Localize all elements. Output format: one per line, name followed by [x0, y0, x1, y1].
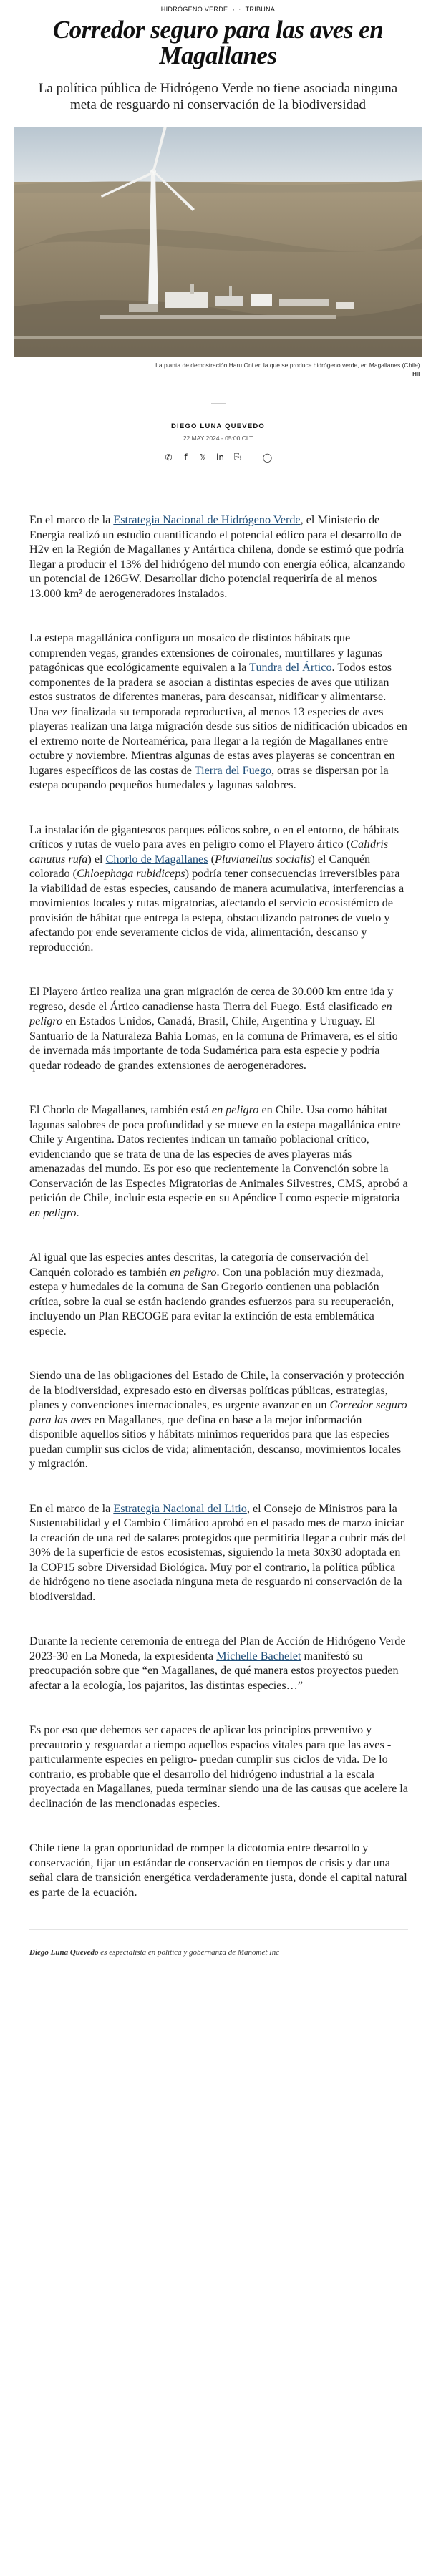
paragraph-text: El Playero ártico realiza una gran migración de cerca de 30.000 km entre ida y regreso, desde el Ártico canadiense hasta Tierra del Fuego. Está clasificado: [29, 985, 394, 1013]
paragraph-text: , el Ministerio de Energía realizó un estudio cuantificando el potencial eólico para el desarrollo de H2v en la Región de Magallanes y Antártica chilena, donde se estimó que podría llegar a producir el 13% del hidrógeno del mundo con energía eólica, alcanzando un potencial de 126GW. Desarrollar dicho potencial requeriría de al menos 13.000 km² de aerogeneradores instalados.: [29, 513, 406, 600]
italic-text: en peligro: [29, 1206, 77, 1219]
paragraph-text: en Chile. Usa como hábitat lagunas salobres de poca profundidad y se mueve en la estepa magallánica entre Chile y Argentina. Datos recientes indican un tamaño poblacional crítico, evidenciando que se trata de una de las especies de aves playeras más amenazadas del mundo. Es por eso que recientemente la Convención sobre la Conservación de las Especies Migratorias de Animales Silvestres, CMS, aprobó a petición de Chile, incluir esta especie en su Apéndice I como especie migratoria: [29, 1103, 408, 1204]
paragraph-text: Siendo una de las obligaciones del Estado de Chile, la conservación y protección de la biodiversidad, expresado esto en diversas políticas públicas, estrategias, planes y convenciones internacionales, es urgente avanzar en un: [29, 1369, 404, 1411]
kicker-separator: ·: [238, 6, 241, 13]
italic-text: Pluvianellus socialis: [214, 852, 311, 866]
share-bar: [0, 452, 436, 463]
paragraph-text: en Magallanes, que defina en base a la mejor información disponible aquellos sitios y hábitats mínimos requeridos para que las especies puedan cumplir sus ciclos de vida; alimentación, descanso, movimientos locales y migración.: [29, 1413, 402, 1470]
paragraph-text: manifestó su preocupación sobre que “en Magallanes, de qué manera estos proyectos pueden afectar a la ecología, los pajaritos, las distintas especies…”: [29, 1649, 399, 1692]
photo-credit: HIF: [412, 371, 422, 377]
article-paragraph: [29, 1103, 408, 1220]
italic-text: Calidris canutus rufa: [29, 838, 389, 866]
author-bio: [29, 1947, 408, 1957]
paragraph-text: Durante la reciente ceremonia de entrega del Plan de Acción de Hidrógeno Verde 2023-30 en La Moneda, la expresidenta: [29, 1635, 406, 1662]
byline-divider: [211, 403, 226, 404]
paragraph-text: en Estados Unidos, Canadá, Brasil, Chile, Argentina y Uruguay. El Santuario de la Naturaleza Bahía Lomas, en la comuna de Primavera, es el sitio de invernada más importante de toda Sudamérica para esta especie y podría quedar rodeado de grandes extensiones de aerogeneradores.: [29, 1015, 398, 1072]
paragraph-text: ) podría tener consecuencias irreversibles para la viabilidad de estas especies, causando de manera acumulativa, interferencias a movimientos locales y rutas migratorias, afectando el servicio ecosistémico de provisión de hábitat que entrega la estepa, obstaculizando patrones de vuelo y afectando por ende severamente ciclos de vida, alimentación, descanso y reproducción.: [29, 867, 404, 954]
article-paragraph: [29, 1723, 408, 1811]
paragraph-text: Al igual que las especies antes descritas, la categoría de conservación del Canquén colorado es también: [29, 1251, 369, 1279]
article-paragraph: [29, 823, 408, 955]
photo-caption: [14, 361, 422, 379]
paragraph-text: ) el Canquén colorado (: [29, 852, 371, 880]
whatsapp-icon[interactable]: ✆: [165, 452, 173, 463]
facebook-icon[interactable]: f: [184, 452, 188, 463]
bio-divider: [29, 1929, 408, 1930]
paragraph-text: , otras se dispersan por la estepa ocupando pequeños humedales y lagunas salobres.: [29, 763, 389, 791]
inline-link[interactable]: Michelle Bachelet: [216, 1649, 301, 1662]
chevron-right-icon: ›: [232, 6, 235, 13]
article-paragraph: [29, 631, 408, 793]
subtitle: La política pública de Hidrógeno Verde no tiene asociada ninguna meta de resguardo ni conservación de la biodiversidad: [38, 81, 398, 112]
kicker-section[interactable]: HIDRÓGENO VERDE: [160, 6, 228, 13]
article-paragraph: [29, 984, 408, 1072]
inline-link[interactable]: Estrategia Nacional de Hidrógeno Verde: [113, 513, 301, 526]
italic-text: en peligro: [29, 999, 392, 1027]
paragraph-text: , el Consejo de Ministros para la Sustentabilidad y el Cambio Climático aprobó en el pasado mes de marzo iniciar la creación de una red de salares protegidos que permitiría llegar a cubrir más del 30% de la superficie de estos ecosistemas, siguiendo la meta 30x30 adoptada en la COP15 sobre Diversidad Biológica. Muy por el contrario, la política pública de hidrógeno no tiene asociada ninguna meta de resguardo ni conservación de la biodiversidad.: [29, 1501, 406, 1603]
paragraph-text: En el marco de la: [29, 1501, 114, 1515]
kicker-label: TRIBUNA: [245, 6, 276, 13]
paragraph-text: ) el: [87, 852, 106, 866]
caption-text: La planta de demostración Haru Oni en la que se produce hidrógeno verde, en Magallanes (Chile).: [155, 362, 422, 369]
article-paragraph: [29, 1634, 408, 1693]
linkedin-icon[interactable]: in: [216, 452, 224, 463]
paragraph-text: .: [76, 1206, 79, 1219]
article-paragraph: [29, 1250, 408, 1338]
wind-turbine-illustration: [14, 127, 422, 357]
paragraph-text: El Chorlo de Magallanes, también está: [29, 1103, 212, 1116]
article-paragraph: [29, 1368, 408, 1471]
paragraph-text: . Con una población muy diezmada, estepa y humedales de la comuna de San Gregorio contienen una población crítica, sobre la cual se están haciendo grandes esfuerzos para su recuperación, incluyendo un Plan RECOGE para evitar la extinción de esta emblemática especie.: [29, 1265, 394, 1337]
italic-text: Corredor seguro para las aves: [29, 1398, 407, 1426]
paragraph-text: . Todos estos componentes de la pradera se asocian a distintas especies de aves que utilizan estos sustratos de diferentes maneras, para descansar, nidificar y alimentarse. Una vez finalizada su temporada reproductiva, al menos 13 especies de aves playeras realizan una larga migración desde sus sitios de nidificación ubicados en el extremo norte de Norteamérica, para llegar a la región de Magallanes entre octubre y noviembre. Mientras algunas de estas aves playeras se concentran en lugares específicos de las costas de: [29, 661, 407, 777]
paragraph-text: Es por eso que debemos ser capaces de aplicar los principios preventivo y precautorio y resguardar a tiempo aquellos espacios vitales para que las aves -particularmente especies en peligro- puedan cumplir sus ciclos de vida. De lo contrario, es probable que el desarrollo del hidrógeno industrial a la escala proyectada en Magallanes, pueda terminar siendo una de las causas que acelere la declinación de las mencionadas especies.: [29, 1723, 408, 1810]
inline-link[interactable]: Tundra del Ártico: [249, 661, 332, 674]
paragraph-text: En el marco de la: [29, 513, 114, 526]
article-paragraph: [29, 513, 408, 601]
bio-name: Diego Luna Quevedo: [29, 1948, 99, 1957]
copy-link-icon[interactable]: ⎘: [233, 452, 241, 462]
x-icon[interactable]: 𝕏: [199, 452, 207, 463]
bio-text: es especialista en política y gobernanza de Manomet Inc: [98, 1948, 280, 1957]
author-name[interactable]: DIEGO LUNA QUEVEDO: [170, 422, 266, 430]
paragraph-text: Chile tiene la gran oportunidad de romper la dicotomía entre desarrollo y conservación, fijar un estándar de conservación en tiempos de crisis y dar una señal clara de transición energética verdaderamente justa, donde el capital natural es parte de la ecuación.: [29, 1841, 407, 1899]
article-paragraph: [29, 1501, 408, 1604]
inline-link[interactable]: Estrategia Nacional del Litio: [113, 1501, 247, 1515]
inline-link[interactable]: Chorlo de Magallanes: [105, 852, 208, 866]
paragraph-text: La instalación de gigantescos parques eólicos sobre, o en el entorno, de hábitats críticos y rutas de vuelo para aves en peligro como el Playero ártico (: [29, 823, 399, 851]
kicker: [0, 0, 436, 14]
publish-date: 22 MAY 2024 - 05:00 CLT: [183, 435, 253, 442]
italic-text: en peligro: [211, 1103, 259, 1116]
comments-icon[interactable]: ◯: [262, 452, 273, 463]
headline: Corredor seguro para las aves en Magallanes: [52, 16, 384, 69]
inline-link[interactable]: Tierra del Fuego: [194, 763, 272, 777]
paragraph-text: (: [208, 852, 215, 866]
paragraph-text: La estepa magallánica configura un mosaico de distintos hábitats que comprenden vegas, grandes extensiones de coironales, murtillares y lagunas patagónicas que ecológicamente equivalen a la: [29, 631, 382, 674]
italic-text: en peligro: [170, 1265, 217, 1279]
article-paragraph: [29, 1841, 408, 1899]
article-body: [29, 513, 408, 1899]
lead-photo: [14, 127, 422, 357]
italic-text: Chloephaga rubidiceps: [77, 867, 185, 880]
